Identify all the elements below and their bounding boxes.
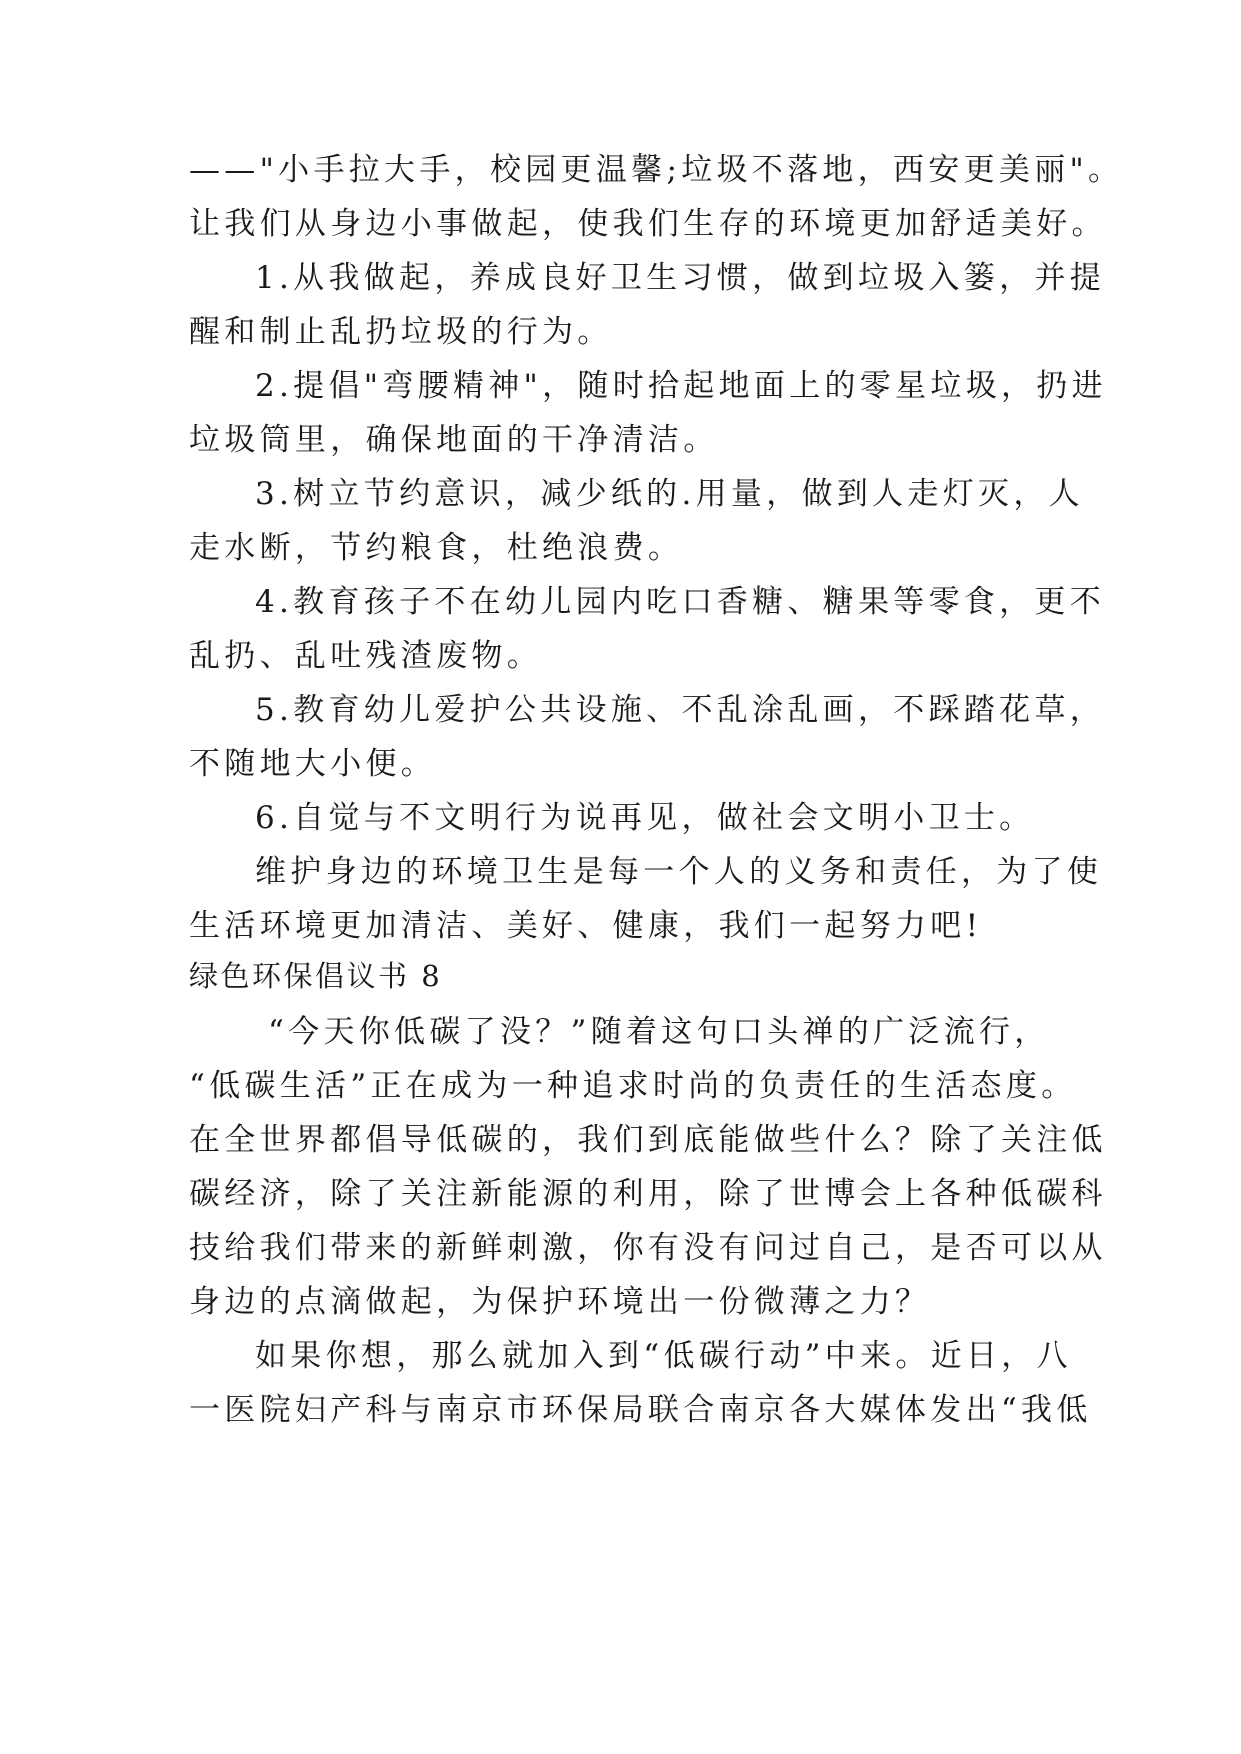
list-item-1: 1.从我做起，养成良好卫生习惯，做到垃圾入篓，并提 <box>255 260 1106 296</box>
list-item-3: 3.树立节约意识，减少纸的.用量，做到人走灯灭，人 <box>255 476 1084 512</box>
body-line: 走水断，节约粮食，杜绝浪费。 <box>189 530 684 566</box>
body-line: 碳经济，除了关注新能源的利用，除了世博会上各种低碳科 <box>189 1176 1107 1212</box>
list-item-2: 2.提倡"弯腰精神"，随时拾起地面上的零星垃圾，扔进 <box>255 368 1107 404</box>
body-line: 让我们从身边小事做起，使我们生存的环境更加舒适美好。 <box>189 206 1107 242</box>
paragraph-start: “今天你低碳了没？”随着这句口头禅的广泛流行， <box>268 1014 1050 1050</box>
list-item-6: 6.自觉与不文明行为说再见，做社会文明小卫士。 <box>255 800 1035 836</box>
section-title: 绿色环保倡议书 8 <box>189 959 443 993</box>
body-line: 生活环境更加清洁、美好、健康，我们一起努力吧! <box>189 908 983 944</box>
body-line: 技给我们带来的新鲜刺激，你有没有问过自己，是否可以从 <box>189 1230 1107 1266</box>
body-line: 不随地大小便。 <box>189 746 437 782</box>
body-line: 身边的点滴做起，为保护环境出一份微薄之力？ <box>189 1284 931 1320</box>
list-item-4: 4.教育孩子不在幼儿园内吃口香糖、糖果等零食，更不 <box>255 584 1106 620</box>
body-line: 乱扔、乱吐残渣废物。 <box>189 638 542 674</box>
body-line: 醒和制止乱扔垃圾的行为。 <box>189 314 613 350</box>
body-line: 在全世界都倡导低碳的，我们到底能做些什么？除了关注低 <box>189 1122 1107 1158</box>
list-item-5: 5.教育幼儿爱护公共设施、不乱涂乱画，不踩踏花草， <box>255 692 1106 728</box>
body-line: “低碳生活”正在成为一种追求时尚的负责任的生活态度。 <box>189 1068 1077 1104</box>
body-line: 垃圾筒里，确保地面的干净清洁。 <box>189 422 719 458</box>
body-line: ——"小手拉大手，校园更温馨;垃圾不落地，西安更美丽"。 <box>189 152 1124 188</box>
paragraph-start: 维护身边的环境卫生是每一个人的义务和责任，为了使 <box>255 854 1103 890</box>
body-line: 一医院妇产科与南京市环保局联合南京各大媒体发出“我低 <box>189 1392 1092 1428</box>
paragraph-start: 如果你想，那么就加入到“低碳行动”中来。近日，八 <box>255 1338 1072 1374</box>
